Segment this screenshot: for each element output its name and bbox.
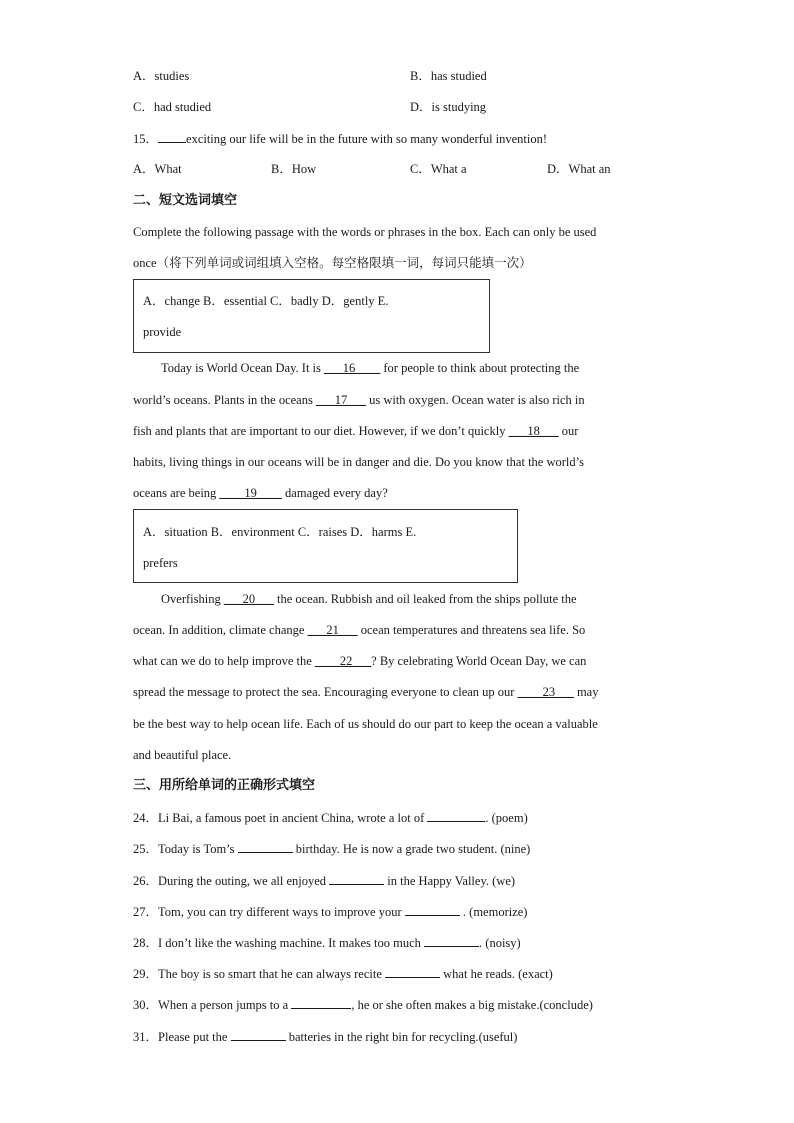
answer-blank[interactable]: ____23___ xyxy=(517,685,574,699)
question-30: 30．When a person jumps to a , he or she often makes a big mistake.(conclude) xyxy=(133,998,593,1012)
answer-blank[interactable] xyxy=(424,934,479,947)
section-heading: 二、短文选词填空 xyxy=(133,193,238,208)
question-28: 28．I don’t like the washing machine. It makes too much . (noisy) xyxy=(133,936,521,950)
passage-line: world’s oceans. Plants in the oceans ___17___ us with oxygen. Ocean water is also rich in xyxy=(133,393,585,407)
q14-option-b: B．has studied xyxy=(410,69,487,83)
answer-blank[interactable]: ____19____ xyxy=(219,486,282,500)
question-27: 27．Tom, you can try different ways to improve your . (memorize) xyxy=(133,905,528,919)
question-25: 25．Today is Tom’s birthday. He is now a grade two student. (nine) xyxy=(133,842,531,856)
instruction-text: Complete the following passage with the words or phrases in the box. Each can only be used xyxy=(133,225,597,239)
answer-blank[interactable]: ____22___ xyxy=(314,654,372,668)
question-number: 15． xyxy=(133,132,159,146)
word-box-line: A．change B．essential C．badly D．gently E. xyxy=(143,294,389,308)
word-box-line: A．situation B．environment C．raises D．harms E. xyxy=(143,525,417,539)
passage-line: spread the message to protect the sea. Encouraging everyone to clean up our ____23___ may xyxy=(133,685,599,699)
answer-blank[interactable] xyxy=(291,996,351,1009)
answer-blank[interactable]: ___21___ xyxy=(307,623,358,637)
word-box xyxy=(133,279,490,353)
answer-blank[interactable] xyxy=(231,1028,286,1041)
question-stem: exciting our life will be in the future with so many wonderful invention! xyxy=(186,132,548,146)
passage-line: Overfishing ___20___ the ocean. Rubbish and oil leaked from the ships pollute the xyxy=(161,592,577,606)
q14-option-c: C．had studied xyxy=(133,100,212,114)
answer-blank[interactable] xyxy=(238,840,293,853)
instruction-text: once（将下列单词或词组填入空格。每空格限填一词，每词只能填一次） xyxy=(133,256,532,270)
answer-blank[interactable] xyxy=(385,965,440,978)
answer-blank[interactable] xyxy=(405,903,460,916)
passage-line: Today is World Ocean Day. It is ___16____ for people to think about protecting the xyxy=(161,361,580,375)
question-26: 26．During the outing, we all enjoyed in the Happy Valley. (we) xyxy=(133,874,516,888)
q15-option-c: C．What a xyxy=(410,162,467,176)
q15-option-b: B．How xyxy=(271,162,317,176)
passage-line: habits, living things in our oceans will be in danger and die. Do you know that the world’s xyxy=(133,455,584,469)
section-heading: 三、用所给单词的正确形式填空 xyxy=(133,778,316,793)
answer-blank[interactable] xyxy=(158,130,186,143)
question-29: 29．The boy is so smart that he can always recite what he reads. (exact) xyxy=(133,967,553,981)
answer-blank[interactable]: ___16____ xyxy=(324,361,381,375)
passage-line: ocean. In addition, climate change ___21___ ocean temperatures and threatens sea life. So xyxy=(133,623,586,637)
q14-option-d: D．is studying xyxy=(410,100,487,114)
answer-blank[interactable]: ___17___ xyxy=(315,393,366,407)
question-24: 24．Li Bai, a famous poet in ancient China, wrote a lot of . (poem) xyxy=(133,811,528,825)
passage-line: fish and plants that are important to our diet. However, if we don’t quickly ___18___ our xyxy=(133,424,579,438)
passage-line: and beautiful place. xyxy=(133,748,232,762)
question-15 xyxy=(133,130,547,147)
q15-option-d: D．What an xyxy=(547,162,611,176)
question-31: 31．Please put the batteries in the right bin for recycling.(useful) xyxy=(133,1030,518,1044)
passage-line: oceans are being ____19____ damaged every day? xyxy=(133,486,388,500)
word-box-line: provide xyxy=(143,325,182,339)
passage-line: what can we do to help improve the ____22___? By celebrating World Ocean Day, we can xyxy=(133,654,587,668)
passage-line: be the best way to help ocean life. Each of us should do our part to keep the ocean a valuable xyxy=(133,717,598,731)
q14-option-a: A．studies xyxy=(133,69,190,83)
q15-option-a: A．What xyxy=(133,162,182,176)
word-box-line: prefers xyxy=(143,556,178,570)
answer-blank[interactable]: ___18___ xyxy=(508,424,559,438)
answer-blank[interactable]: ___20___ xyxy=(223,592,274,606)
answer-blank[interactable] xyxy=(329,872,384,885)
word-box xyxy=(133,509,518,583)
answer-blank[interactable] xyxy=(427,809,485,822)
